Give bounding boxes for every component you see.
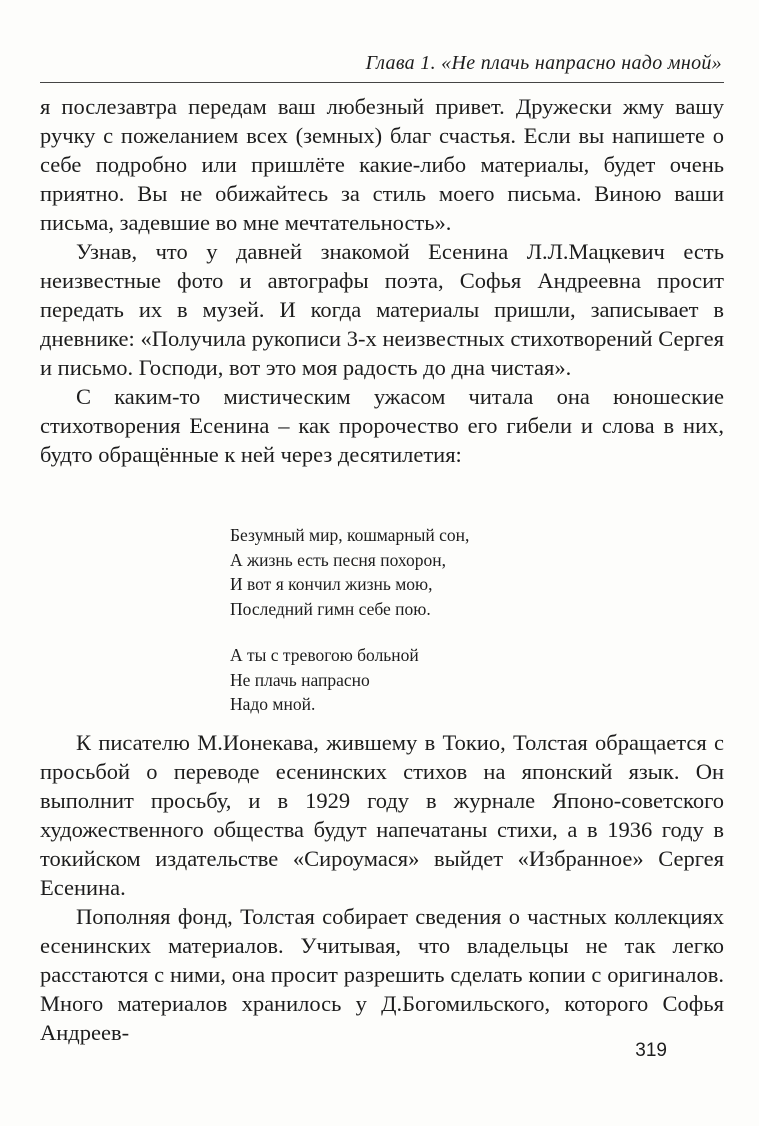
poem-line: Безумный мир, кошмарный сон, xyxy=(230,525,470,545)
paragraph: К писателю М.Ионекава, жившему в Токио, Толстая обращается с просьбой о переводе есенинских стихов на японский язык. Он выполнит просьбу, и в 1929 году в журнале Японо-советского художественного общества будут напечатаны стихи, а в 1936 году в токийском издательстве «Сироумася» выйдет «Избранное» Сергея Есенина. xyxy=(40,730,724,900)
poem-line: А ты с тревогою больной xyxy=(230,645,419,665)
paragraph: Узнав, что у давней знакомой Есенина Л.Л.Мацкевич есть неизвестные фото и автографы поэта, Софья Андреевна просит передать их в музей. И когда материалы пришли, записывает в дневнике: «Получила рукописи 3-х неизвестных стихотворений Сергея и письмо. Господи, вот это моя радость до дна чистая». xyxy=(40,239,724,380)
body-text-top xyxy=(40,92,724,469)
paragraph: С каким-то мистическим ужасом читала она юношеские стихотворения Есенина – как пророчество его гибели и слова в них, будто обращённые к ней через десятилетия: xyxy=(40,384,724,467)
chapter-title: Глава 1. «Не плачь напрасно надо мной» xyxy=(365,52,722,74)
poem-line: И вот я кончил жизнь мою, xyxy=(230,574,433,594)
paragraph: Пополняя фонд, Толстая собирает сведения о частных коллекциях есенинских материалов. Учитывая, что владельцы не так легко расстаются с ними, она просит разрешить сделать копии с оригиналов. Много материалов хранилось у Д.Богомильского, которого Софья Андреев- xyxy=(40,904,724,1045)
poem-stanza-2 xyxy=(230,643,650,717)
running-header xyxy=(40,48,724,83)
poem-stanza-1 xyxy=(230,523,650,621)
paragraph-continuation: я послезавтра передам ваш любезный привет. Дружески жму вашу ручку с пожеланием всех (земных) благ счастья. Если вы напишете о себе подробно или пришлёте какие-либо материалы, будет очень приятно. Вы не обижайтесь за стиль моего письма. Виною ваши письма, задевшие во мне мечтательность». xyxy=(40,94,724,235)
body-text-bottom xyxy=(40,728,724,1047)
poem-line: Надо мной. xyxy=(230,694,316,714)
poem-line: А жизнь есть песня похорон, xyxy=(230,549,446,570)
poem-line: Не плачь напрасно xyxy=(230,669,370,690)
poem-line: Последний гимн себе пою. xyxy=(230,598,431,619)
page-number: 319 xyxy=(635,1040,667,1061)
